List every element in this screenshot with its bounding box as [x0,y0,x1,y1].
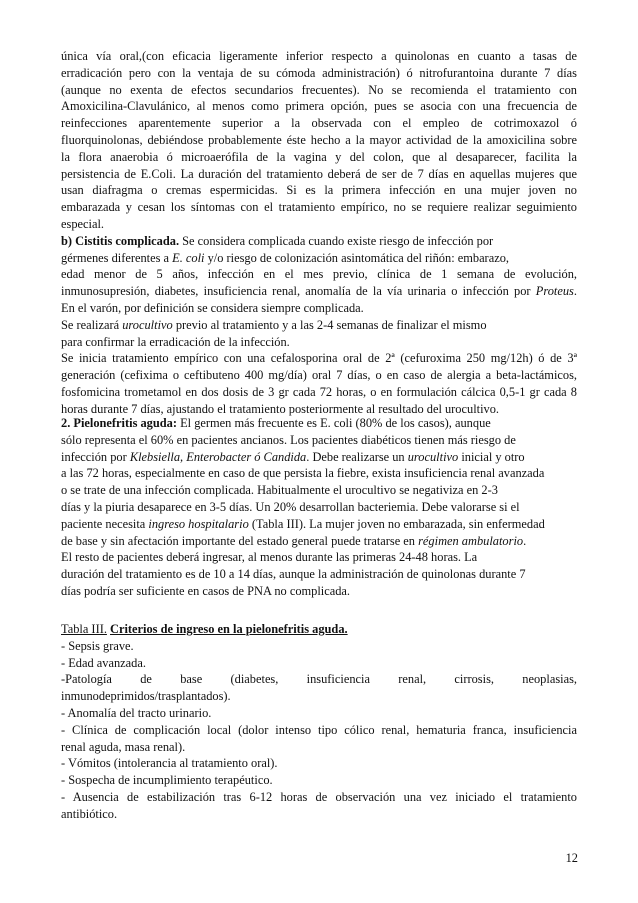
pielo-heading-line [61,415,577,432]
text-line [61,250,577,267]
text-line: única vía oral,(con eficacia ligeramente inferior respecto a quinolonas en cuanto a tasas de [61,49,577,63]
text-line: la flora anaerobia ó microaerófila de la vagina y del colon, que al desaparecer, facilita la [61,149,577,164]
list-item-continuation: inmunodeprimidos/trasplantados). [61,689,231,704]
text-fragment: infección por [61,449,130,464]
tabla-iii [61,621,577,823]
list-item: - Edad avanzada. [61,655,146,670]
text-line: duración del tratamiento es de 10 a 14 días, aunque la administración de quinolonas durante 7 [61,567,526,582]
text-fragment: gérmenes diferentes a [61,250,173,265]
italic-term: ingreso hospitalario [148,516,249,531]
text-fragment: . [523,533,527,548]
text-fragment: . Debe realizarse un [306,449,408,464]
intro-paragraph [61,48,577,418]
list-item-continuation: antibiótico. [61,806,118,821]
text-line: edad menor de 5 años, infección en el mes previo, clínica de 1 semana de evolución, [61,267,577,282]
list-item: - Sepsis grave. [61,638,134,653]
text-fragment: previo al tratamiento y a las 2-4 semanas de finalizar el mismo [172,317,487,332]
text-line [61,449,577,466]
text-line: especial. [61,216,104,231]
italic-term: Proteus [535,284,574,299]
text-line: para confirmar la erradicación de la infección. [61,334,290,349]
text-fragment: (Tabla III). La mujer joven no embarazada, sin enfermedad [248,516,545,531]
list-item: - Vómitos (intolerancia al tratamiento oral). [61,756,278,771]
text-fragment: Se considera complicada cuando existe riesgo de infección por [179,233,494,248]
text-line: (aunque no exenta de efectos secundarios frecuentes). No se recomienda el tratamiento con [61,82,577,97]
list-item: - Clínica de complicación local (dolor intenso tipo cólico renal, hematuria franca, insuficiencia [61,722,577,737]
text-fragment: . [573,284,577,299]
table-title-line [61,621,577,638]
text-fragment: paciente necesita [61,516,149,531]
text-line: reinfecciones aparentemente superior a la observada con el empleo de cotrimoxazol ó [61,116,577,131]
list-item-continuation: renal aguda, masa renal). [61,739,186,754]
italic-term: urocultivo [407,449,459,464]
text-line: fluorquinolonas, debiéndose probablemente éste hecho a la mayor actividad de la amoxicilina sobre [61,132,577,147]
text-line: fosfomicina trometamol en dos dosis de 3 gr cada 72 horas, o en formulación cálcica 0,5-1 gr cada 8 [61,384,577,399]
section-heading: b) Cistitis complicada. [61,233,180,248]
text-line: El resto de pacientes deberá ingresar, al menos durante las primeras 24-48 horas. La [61,550,478,565]
text-line: horas durante 7 días, ajustando el tratamiento posteriormente al resultado del urocultivo. [61,401,500,416]
page-number: 12 [565,851,578,865]
list-item: -Patología de base (diabetes, insuficiencia renal, cirrosis, neoplasias, [61,672,577,687]
text-line: Amoxicilina-Clavulánico, al menos como primera opción, pues se asocia con una frecuencia de [61,99,577,114]
pielonefritis-section [61,415,577,600]
text-line: días podría ser suficiente en casos de PNA no complicada. [61,583,351,598]
text-line: sólo representa el 60% en pacientes ancianos. Los pacientes diabéticos tienen más riesgo de [61,432,516,447]
table-label: Tabla III. [61,622,107,636]
text-line [61,283,577,300]
text-line [61,516,577,533]
text-fragment: El germen más frecuente es E. coli (80% de los casos), aunque [176,416,491,430]
text-fragment: de base y sin afectación importante del estado general puede tratarse en [61,533,419,548]
text-line: o se trate de una infección complicada. Habitualmente el urocultivo se negativiza en 2-3 [61,483,498,498]
text-fragment: inicial y otro [458,449,525,464]
text-line [61,317,577,334]
italic-term: Klebsiella, Enterobacter ó Candida [129,449,307,464]
cistitis-heading-line [61,233,577,250]
text-fragment: inmunosupresión, diabetes, insuficiencia renal, anomalía de la vía urinaria o infección por [61,284,536,299]
table-title: Criterios de ingreso en la pielonefritis aguda. [110,622,348,636]
italic-term: régimen ambulatorio [418,533,524,548]
list-item: - Ausencia de estabilización tras 6-12 horas de observación una vez iniciado el tratamiento [61,789,577,804]
text-line [61,533,577,550]
text-line: a las 72 horas, especialmente en caso de que persista la fiebre, exista insuficiencia renal avanzada [61,466,545,481]
section-heading: 2. Pielonefritis aguda: [61,416,177,430]
text-line: Se inicia tratamiento empírico con una cefalosporina oral de 2ª (cefuroxima 250 mg/12h) ó de 3ª [61,351,577,366]
italic-term: E. coli [172,250,205,265]
text-line: embarazada y cesan los síntomas con el tratamiento empírico, no se requiere realizar seguimiento [61,200,577,215]
italic-term: urocultivo [122,317,173,332]
text-line: En el varón, por definición se considera siempre complicada. [61,300,364,315]
text-line: erradicación pero con la ventaja de su cómoda administración) ó nitrofurantoina durante 7 días [61,65,577,80]
text-line: días y la piuria desaparece en 3-5 días. Un 20% desarrollan bacteriemia. Debe valorarse si el [61,499,520,514]
text-line: usan diafragma o cremas espermicidas. Si es la primera infección en una mujer joven no [61,183,577,198]
list-item: - Sospecha de incumplimiento terapéutico. [61,773,273,788]
text-fragment: y/o riesgo de colonización asintomática del riñón: embarazo, [204,250,509,265]
text-line: persistencia de E.Coli. La duración del tratamiento deberá de ser de 7 días en aquellas mujeres que [61,166,577,181]
list-item: - Anomalía del tracto urinario. [61,705,212,720]
text-fragment: Se realizará [61,317,123,332]
text-line: generación (cefixima o ceftibuteno 400 mg/día) oral 7 días, o en caso de alergia a beta-lactámicos, [61,368,577,383]
